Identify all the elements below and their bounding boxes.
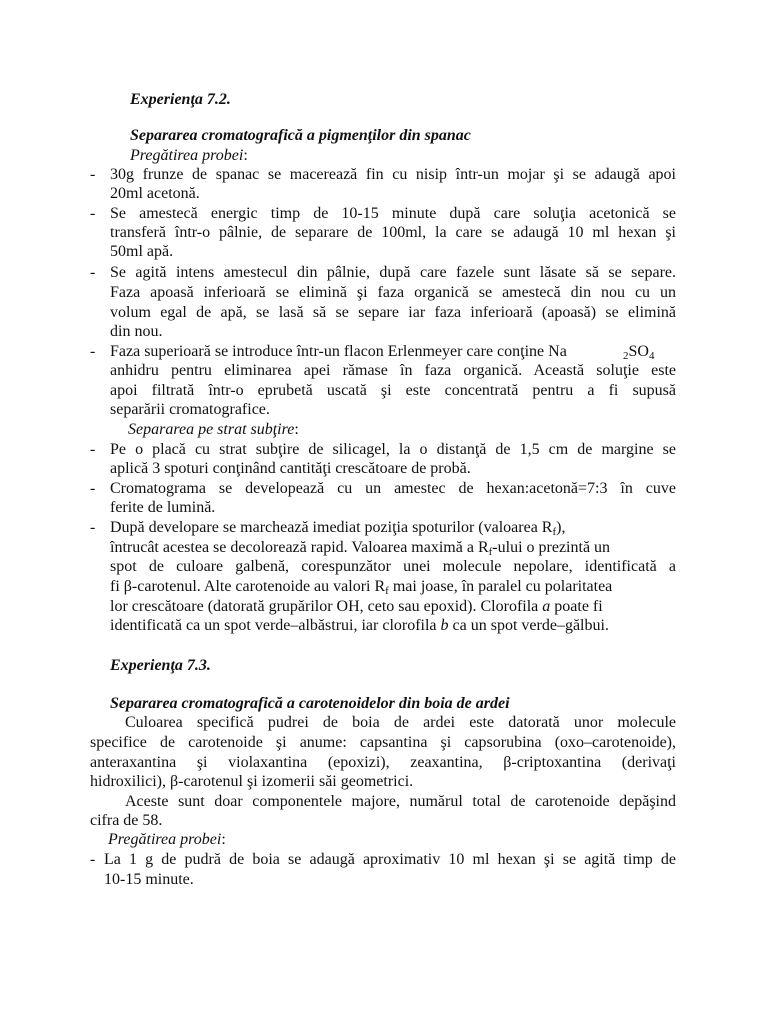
- last-line1-a: După developare se marchează imediat poziţia spoturilor (valoarea R: [110, 519, 553, 536]
- rf-subscript: f: [488, 546, 493, 558]
- para1-line3: anteraxantina şi violaxantina (epoxizi), zeaxantina, β-criptoxantina (derivaţi: [90, 754, 676, 771]
- exp72-prep-label: Pregătirea probei: [130, 147, 244, 164]
- strat2-line1: Cromatograma se developează cu un amestec de hexan:acetonă=7:3 în cuve: [110, 480, 676, 497]
- exp72-prep-heading: [130, 146, 248, 165]
- para1-line4: hidroxilici), β-carotenul şi izomerii săi geometrici.: [90, 773, 414, 790]
- formula-sub-2: 2: [623, 350, 629, 362]
- last-line3: spot de culoare galbenă, corespunzător unei molecule nepolare, identificată a: [110, 558, 676, 575]
- exp73-prep-label: Pregătirea probei: [108, 831, 222, 848]
- exp72-subtitle: Separarea cromatografică a pigmenţilor din spanac: [130, 127, 471, 144]
- bullet: -: [90, 441, 96, 458]
- step3-line2: Faza apoasă inferioară se elimină şi faza organică se amestecă din nou cu un: [110, 284, 676, 301]
- exp73-title: Experienţa 7.3.: [110, 657, 211, 674]
- last-line4-b: mai joase, în paralel cu polaritatea: [388, 578, 613, 595]
- bullet: -: [90, 343, 96, 360]
- exp73-subtitle: Separarea cromatografică a carotenoidelor din boia de ardei: [110, 695, 510, 712]
- step1-line2: 20ml acetonă.: [110, 185, 200, 202]
- chlorophyll-b: b: [440, 617, 449, 634]
- bullet: -: [90, 205, 96, 222]
- formula-so: SO: [628, 343, 649, 360]
- last-line4-a: fi β-carotenul. Alte carotenoide au valori R: [110, 578, 386, 595]
- bullet: -: [90, 519, 96, 536]
- exp72-prep-colon: :: [243, 147, 248, 164]
- step4-line4: separării cromatografice.: [110, 401, 270, 418]
- bullet: -: [90, 851, 96, 868]
- last-line5: [110, 597, 603, 616]
- step3-line1: Se agită intens amestecul din pâlnie, după care fazele sunt lăsate să se separe.: [110, 264, 676, 281]
- strat-colon: :: [294, 421, 299, 438]
- para1-line2: specifice de carotenoide şi anume: capsantina şi capsorubina (oxo–carotenoide),: [90, 734, 676, 751]
- last-line6-b: ca un spot verde–gălbui.: [452, 617, 609, 634]
- last-line6-a: identificată ca un spot verde–albăstrui, iar clorofila: [110, 617, 437, 634]
- step4-line2: anhidru pentru eliminarea apei rămase în faza organică. Această soluţie este: [110, 362, 676, 379]
- strat1-line1: Pe o placă cu strat subţire de silicagel, la o distanţă de 1,5 cm de margine se: [110, 441, 676, 458]
- exp73-prep-heading: [108, 830, 226, 849]
- last-line2-b: -ului o prezintă un: [492, 539, 611, 556]
- exp73-prep-colon: :: [221, 831, 226, 848]
- rf-subscript: f: [385, 585, 389, 597]
- strat1-line2: aplică 3 spoturi conţinând cantităţi crescătoare de probă.: [110, 460, 471, 477]
- strat2-line2: ferite de lumină.: [110, 499, 216, 516]
- strat-label: Separarea pe strat subţire: [128, 421, 295, 438]
- chlorophyll-a: a: [542, 598, 551, 615]
- exp73-step-line2: 10-15 minute.: [104, 871, 194, 888]
- last-line6: [110, 616, 609, 635]
- exp72-title: Experienţa 7.2.: [130, 91, 231, 108]
- step4-line1: [110, 342, 676, 361]
- last-line2-a: întrucât acestea se decolorează rapid. Valoarea maximă a R: [110, 539, 489, 556]
- bullet: -: [90, 166, 96, 183]
- step2-line2: transferă într-o pâlnie, de separare de 100ml, la care se adaugă 10 ml hexan şi: [110, 224, 676, 241]
- strat-heading: [128, 420, 299, 439]
- para2-line1: Aceste sunt doar componentele majore, numărul total de carotenoide depăşind: [125, 793, 676, 810]
- step1-line1: 30g frunze de spanac se macerează fin cu nisip într-un mojar şi se adaugă apoi: [110, 166, 676, 183]
- step3-line3: volum egal de apă, se lasă să se separe iar faza inferioară (apoasă) se elimină: [110, 304, 676, 321]
- step2-line3: 50ml apă.: [110, 243, 174, 260]
- para1-line1: Culoarea specifică pudrei de boia de ardei este datorată unor molecule: [125, 714, 676, 731]
- last-line5-b: poate fi: [554, 598, 603, 615]
- step4-line3: apoi filtrată într-o eprubetă uscată şi este concentrată pentru a fi supusă: [110, 382, 676, 399]
- formula-sub-4: 4: [648, 350, 655, 362]
- step2-line1: Se amestecă energic timp de 10-15 minute după care soluţia acetonică se: [110, 205, 676, 222]
- exp73-step-line1: La 1 g de pudră de boia se adaugă aproximativ 10 ml hexan şi se agită timp de: [104, 851, 676, 868]
- rf-subscript: f: [552, 526, 557, 538]
- para2-line2: cifra de 58.: [90, 812, 163, 829]
- bullet: -: [90, 480, 96, 497]
- last-line1-b: ),: [556, 519, 566, 536]
- bullet: -: [90, 264, 96, 281]
- step4-line1-text: Faza superioară se introduce într-un flacon Erlenmeyer care conţine Na: [110, 343, 567, 360]
- step3-line4: din nou.: [110, 323, 163, 340]
- last-line5-a: lor crescătoare (datorată grupărilor OH, ceto sau epoxid). Clorofila: [110, 598, 539, 615]
